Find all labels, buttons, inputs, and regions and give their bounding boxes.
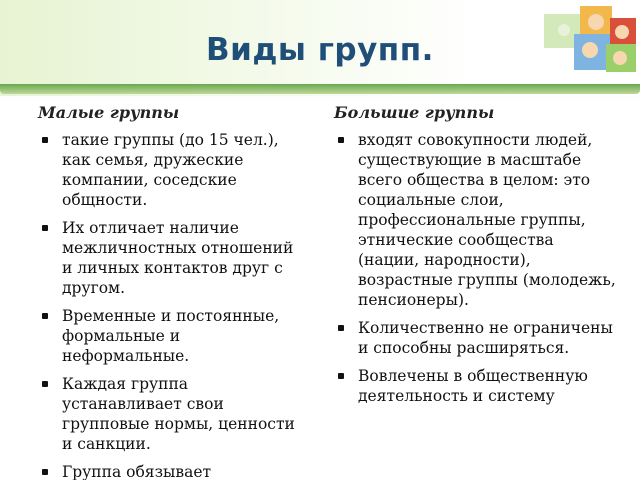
bullet-icon — [42, 381, 48, 387]
list-item — [38, 306, 308, 366]
bullet-icon — [338, 325, 344, 331]
bullet-icon — [338, 137, 344, 143]
right-bullet-list — [334, 130, 616, 406]
bullet-icon — [42, 313, 48, 319]
list-item-text: входят совокупности людей, существующие в масштабе всего общества в целом: это социальные слои, профессиональные группы, этнические сообщества (нации, народности), возрастные группы (молодежь, пенсионеры). — [358, 131, 616, 309]
left-bullet-list — [38, 130, 308, 480]
right-column-heading: Большие группы — [334, 103, 495, 122]
list-item-text: Временные и постоянные, формальные и неформальные. — [62, 307, 280, 365]
list-item-text: Каждая группа устанавливает свои групповые нормы, ценности и санкции. — [62, 375, 295, 453]
list-item — [38, 374, 308, 454]
list-item — [38, 218, 308, 298]
list-item — [334, 130, 616, 310]
left-column-heading: Малые группы — [38, 103, 180, 122]
right-column — [334, 130, 616, 414]
list-item — [334, 318, 616, 358]
list-item-text: Группа обязывает — [62, 463, 212, 480]
list-item-text: Вовлечены в общественную деятельность и систему — [358, 367, 588, 405]
list-item-text: Количественно не ограничены и способны расширяться. — [358, 319, 613, 357]
list-item — [38, 462, 308, 480]
list-item-text: Их отличает наличие межличностных отношений и личных контактов друг с другом. — [62, 219, 294, 297]
list-item — [334, 366, 616, 406]
left-column — [38, 130, 308, 480]
title-divider — [0, 84, 640, 94]
bullet-icon — [42, 469, 48, 475]
slide-title: Виды групп. — [206, 32, 434, 68]
bullet-icon — [338, 373, 344, 379]
bullet-icon — [42, 137, 48, 143]
puzzle-photo-icon — [540, 4, 638, 76]
list-item — [38, 130, 308, 210]
list-item-text: такие группы (до 15 чел.), как семья, дружеские компании, соседские общности. — [62, 131, 279, 209]
bullet-icon — [42, 225, 48, 231]
